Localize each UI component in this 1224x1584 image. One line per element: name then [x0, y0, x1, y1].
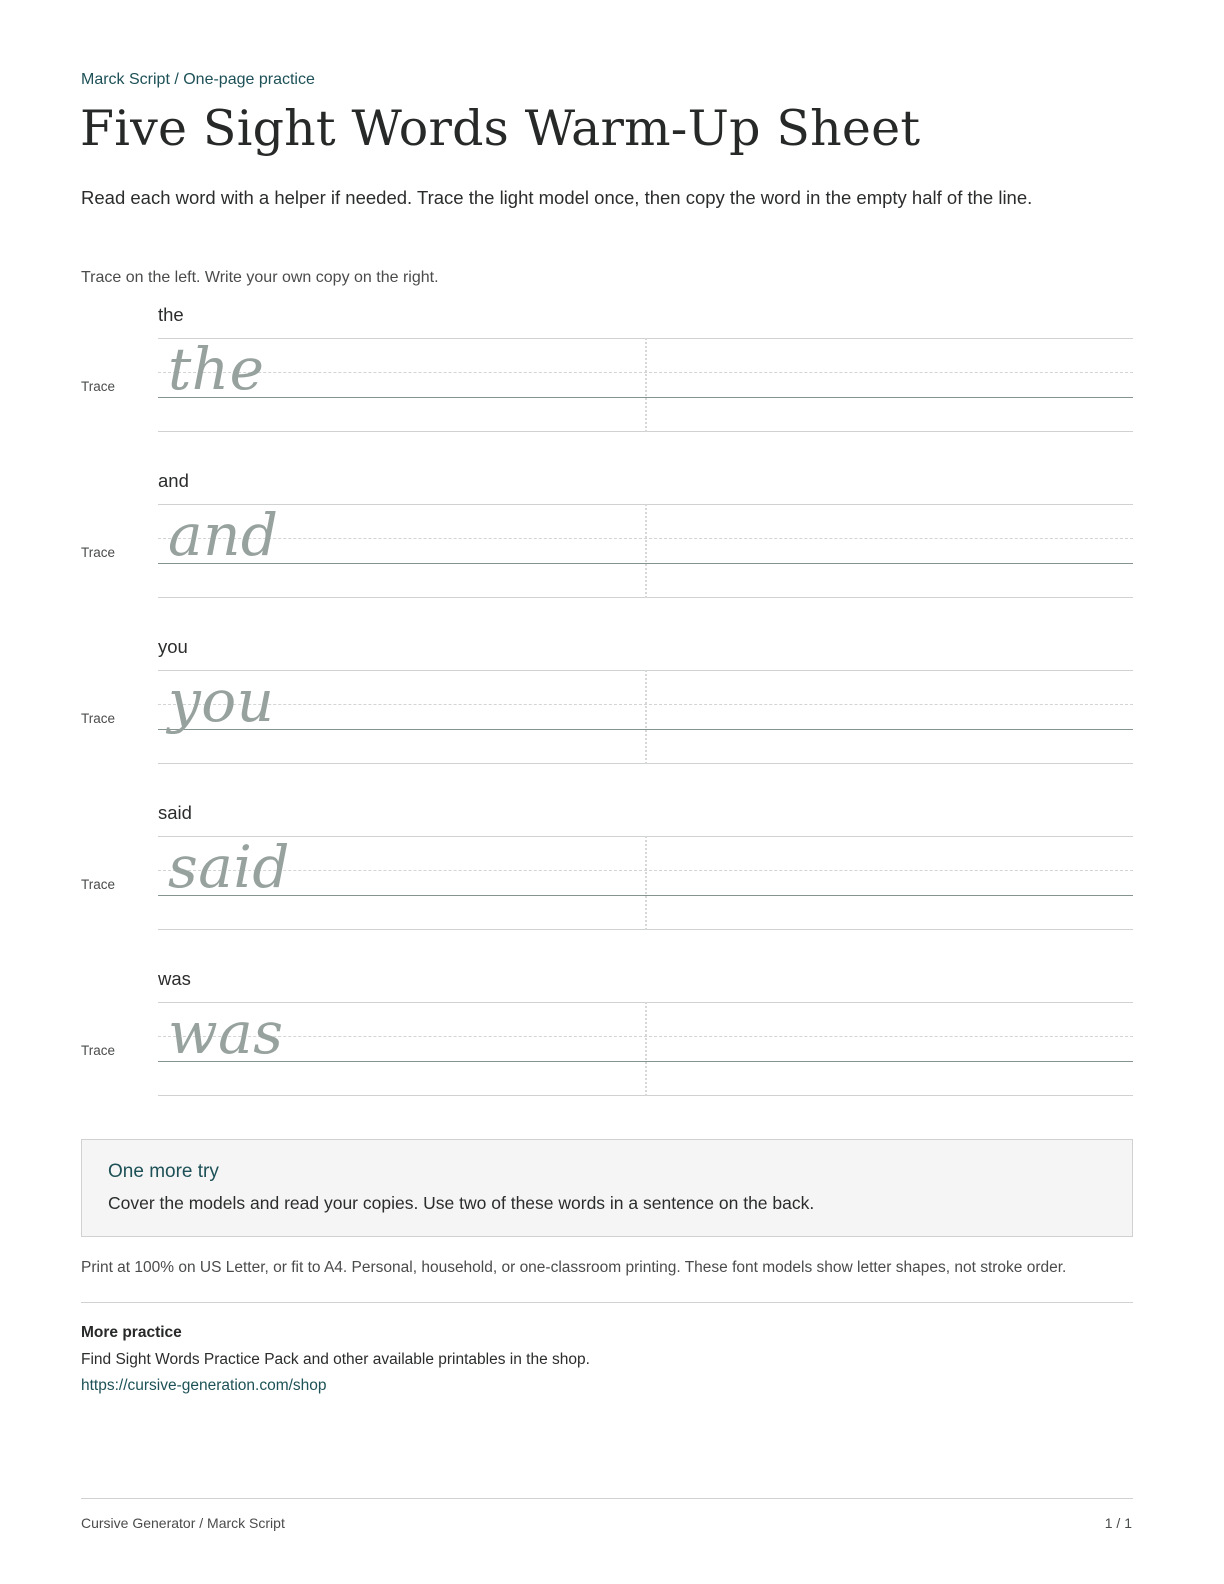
half-divider [645, 1002, 647, 1096]
trace-label: Trace [81, 379, 116, 394]
word-label: you [158, 636, 188, 657]
more-practice-heading: More practice [81, 1324, 182, 1341]
writing-lines[interactable] [158, 667, 1133, 764]
intro-text: Read each word with a helper if needed. Trace the light model once, then copy the word in the empty half of the line. [81, 187, 1033, 208]
half-divider [645, 836, 647, 930]
half-divider [645, 338, 647, 432]
page-title: Five Sight Words Warm-Up Sheet [80, 100, 921, 157]
instruction-text: Trace on the left. Write your own copy on the right. [81, 269, 439, 286]
practice-row [81, 802, 1133, 952]
word-label: said [158, 802, 192, 823]
page-number: 1 / 1 [1104, 1515, 1132, 1531]
trace-model: you [168, 667, 275, 735]
section-divider [81, 1302, 1133, 1303]
print-note: Print at 100% on US Letter, or fit to A4. Personal, household, or one-classroom printing. These font models show letter shapes, not stroke order. [81, 1259, 1067, 1276]
trace-model: said [168, 833, 291, 901]
writing-lines[interactable] [158, 999, 1133, 1096]
trace-label: Trace [81, 877, 116, 892]
shop-link[interactable]: https://cursive-generation.com/shop [81, 1377, 327, 1394]
one-more-try-callout [81, 1139, 1133, 1237]
breadcrumb: Marck Script / One-page practice [81, 71, 315, 88]
trace-model: was [168, 999, 284, 1067]
trace-label: Trace [81, 711, 116, 726]
writing-lines[interactable] [158, 335, 1133, 432]
writing-lines[interactable] [158, 501, 1133, 598]
trace-model: the [168, 335, 265, 403]
practice-row [81, 968, 1133, 1118]
half-divider [645, 670, 647, 764]
word-label: and [158, 470, 189, 491]
trace-label: Trace [81, 545, 116, 560]
callout-title: One more try [108, 1161, 219, 1182]
trace-model: and [168, 501, 279, 569]
practice-row [81, 636, 1133, 786]
more-practice-text: Find Sight Words Practice Pack and other available printables in the shop. [81, 1351, 590, 1368]
word-label: the [158, 304, 184, 325]
practice-row [81, 304, 1133, 454]
writing-lines[interactable] [158, 833, 1133, 930]
footer-divider [81, 1498, 1133, 1499]
word-label: was [158, 968, 191, 989]
trace-label: Trace [81, 1043, 116, 1058]
half-divider [645, 504, 647, 598]
callout-body: Cover the models and read your copies. Use two of these words in a sentence on the back. [108, 1193, 815, 1213]
footer-source: Cursive Generator / Marck Script [81, 1515, 285, 1531]
practice-row [81, 470, 1133, 620]
